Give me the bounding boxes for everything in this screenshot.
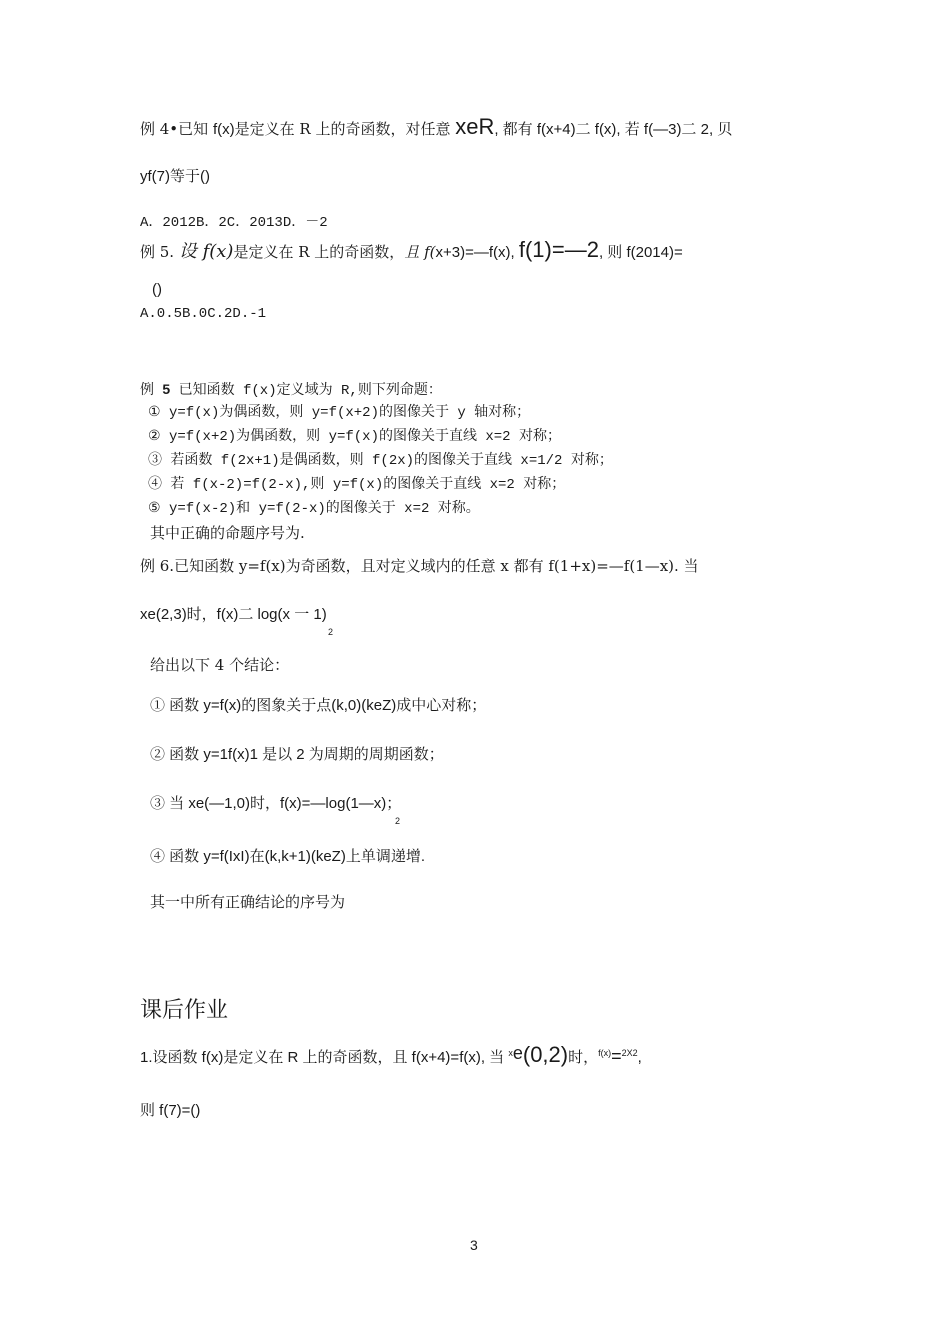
ex4-options: A．2012B．2C．2013D．－2	[140, 215, 328, 231]
ex5b-label: 例	[140, 383, 163, 399]
ex6-log-base: 2	[328, 627, 334, 637]
ex4-xer: xeR	[455, 114, 495, 139]
ex4-line1	[140, 114, 733, 140]
ex4-fx: f(x)	[212, 121, 235, 138]
homework-q1-when: 时，	[568, 1049, 599, 1066]
ex4-label: 例 4•已知	[140, 120, 213, 138]
ex5a-line1	[140, 237, 683, 263]
ex5b-item-4: ④ 若 f(x-2)=f(2-x),则 y=f(x)的图像关于直线 x=2 对称；	[148, 477, 566, 493]
ex6-conclusion-1: ① 函数 y=f(x)的图象关于点(k,0)(keZ)成中心对称；	[150, 697, 487, 714]
homework-heading: 课后作业	[140, 998, 229, 1023]
ex5a-text: 是定义在 R 上的奇函数，	[233, 243, 405, 261]
ex5b-item-5: ⑤ y=f(x-2)和 y=f(2-x)的图像关于 x=2 对称。	[148, 501, 480, 517]
ex5a-fx: 设 f(x)	[178, 241, 234, 262]
ex4-text: 是定义在 R 上的奇函数，对任意	[234, 120, 456, 138]
ex5a-f1: f(1)=—2	[518, 237, 599, 262]
homework-q1-equals: =	[611, 1046, 622, 1066]
ex6-conclusion-2: ② 函数 y=1f(x)1 是以 2 为周期的周期函数；	[150, 746, 444, 763]
homework-q1-expr: 2X2	[621, 1048, 638, 1058]
ex6-conclusion-4: ④ 函数 y=f(IxI)在(k,k+1)(keZ)上单调递增.	[150, 848, 426, 865]
ex5a-line2: ()	[152, 281, 162, 298]
homework-q1-fx: f(x)	[598, 1048, 612, 1058]
ex5b-title-text: 已知函数 f(x)定义域为 R,则下列命题：	[170, 383, 442, 399]
homework-q1	[140, 1042, 642, 1069]
ex5b-title	[140, 379, 442, 401]
ex5b-item-2: ② y=f(x+2)为偶函数，则 y=f(x)的图像关于直线 x=2 对称；	[148, 429, 561, 445]
ex4-line2: yf(7)等于()	[140, 168, 210, 185]
ex5b-number: 5	[162, 381, 171, 397]
ex5a-options: A.0.5B.0C.2D.-1	[140, 306, 267, 322]
homework-q1-e: e	[512, 1043, 523, 1063]
homework-q1-text: 1.设函数 f(x)是定义在 R 上的奇函数，且 f(x+4)=f(x), 当	[140, 1049, 509, 1066]
ex5b-item-1: ① y=f(x)为偶函数，则 y=f(x+2)的图像关于 y 轴对称；	[148, 405, 531, 421]
ex5a-cond: x+3)=—f(x),	[435, 244, 519, 261]
ex5a-cond-start: 且 f(	[404, 243, 436, 261]
ex5b-item-3: ③ 若函数 f(2x+1)是偶函数，则 f(2x)的图像关于直线 x=1/2 对称；	[148, 453, 613, 469]
ex6-ending: 其一中所有正确结论的序号为	[150, 893, 346, 911]
homework-q1-x: x	[508, 1048, 513, 1058]
ex5b-ending: 其中正确的命题序号为.	[150, 524, 305, 542]
ex5a-label: 例 5.	[140, 243, 175, 261]
page-number: 3	[470, 1237, 478, 1253]
ex6-conclusion-3: ③ 当 xe(—1,0)时，f(x)=—log(1—x)；	[150, 795, 402, 812]
homework-q1-comma: ,	[637, 1049, 642, 1066]
homework-q1-line2: 则 f(7)=()	[140, 1102, 201, 1119]
ex6-line2: xe(2,3)时，f(x)二 log(x 一 1)	[140, 606, 327, 623]
homework-q1-interval: (0,2)	[522, 1042, 569, 1067]
ex6-line1: 例 6.已知函数 y=f(x)为奇函数，且对定义域内的任意 x 都有 f(1+x)=—f(1—x). 当	[140, 557, 699, 575]
ex4-condition: , 都有 f(x+4)二 f(x), 若 f(—3)二 2, 贝	[494, 121, 733, 138]
ex6-intro: 给出以下 4 个结论：	[150, 656, 290, 674]
ex5a-question: , 则 f(2014)=	[598, 244, 683, 261]
ex6-c3-log-base: 2	[395, 816, 401, 826]
